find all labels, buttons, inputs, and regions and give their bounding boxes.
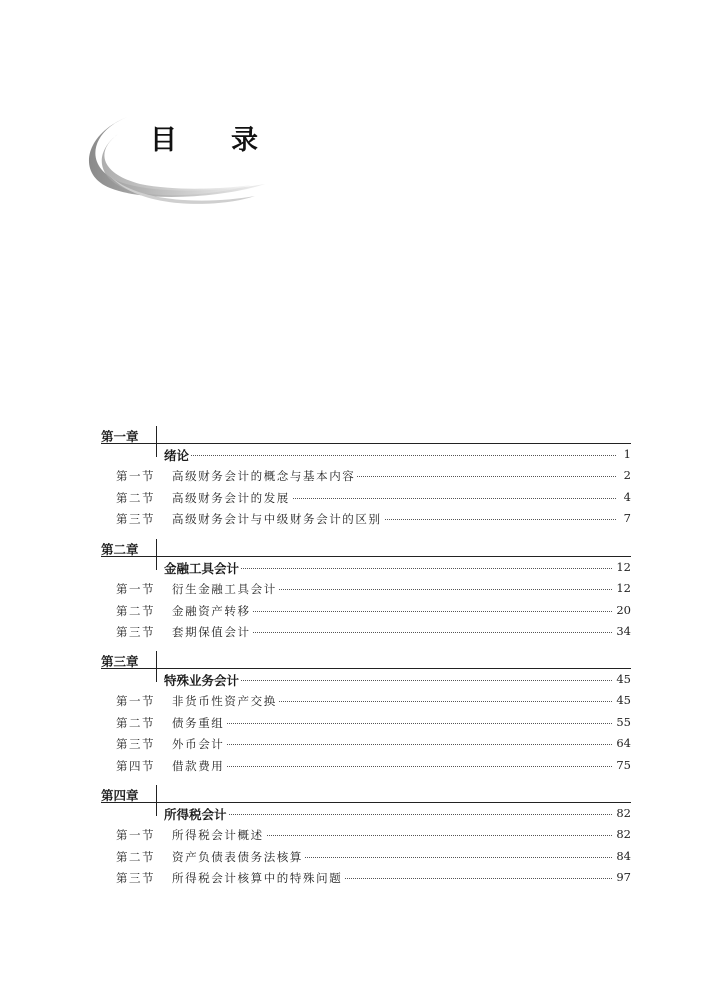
chapter-2 (101, 539, 631, 643)
page-number: 12 (613, 560, 631, 574)
chapter-label: 第四章 (101, 788, 139, 803)
section-label: 第二节 (116, 849, 155, 864)
section-title: 高级财务会计的发展 (172, 490, 290, 505)
page-number: 55 (613, 715, 631, 729)
chapter-title-row[interactable] (101, 557, 631, 576)
page-number: 45 (613, 693, 631, 707)
section-label: 第三节 (116, 512, 155, 526)
page-number: 45 (613, 672, 631, 686)
chapter-title-row[interactable] (101, 444, 631, 463)
section-title: 所得税会计概述 (172, 828, 264, 842)
page-number: 2 (621, 468, 631, 482)
chapter-1 (101, 426, 631, 530)
toc-entry[interactable] (101, 487, 631, 509)
page-number: 97 (613, 870, 631, 884)
leader-dots (197, 611, 616, 612)
page-number: 75 (613, 758, 631, 772)
page-number: 7 (621, 511, 631, 525)
leader-dots (197, 632, 616, 633)
section-title: 金融资产转移 (172, 603, 251, 618)
leader-dots (197, 744, 616, 745)
toc-entry[interactable] (101, 733, 631, 755)
chapter-label: 第三章 (101, 654, 139, 669)
section-title: 资产负债表债务法核算 (172, 849, 303, 864)
leader-dots (197, 723, 616, 724)
chapter-3 (101, 651, 631, 776)
page-number: 64 (613, 736, 631, 750)
chapter-title: 特殊业务会计 (164, 673, 240, 688)
toc-entry[interactable] (101, 867, 631, 889)
page-number: 34 (613, 624, 631, 638)
section-label: 第二节 (116, 603, 155, 618)
section-title: 套期保值会计 (172, 625, 251, 639)
toc-entry[interactable] (101, 578, 631, 600)
section-label: 第一节 (116, 828, 155, 842)
chapter-label: 第二章 (101, 542, 139, 557)
chapter-title: 金融工具会计 (164, 561, 240, 576)
toc-entry[interactable] (101, 846, 631, 868)
section-title: 外币会计 (172, 737, 225, 751)
section-title: 高级财务会计的概念与基本内容 (172, 469, 356, 483)
toc-entry[interactable] (101, 508, 631, 530)
toc-entry[interactable] (101, 755, 631, 777)
chapter-title: 所得税会计 (164, 807, 227, 822)
page-number: 82 (613, 806, 631, 820)
section-title: 借款费用 (172, 758, 225, 773)
toc-entry[interactable] (101, 824, 631, 846)
toc-entry[interactable] (101, 712, 631, 734)
title-char-lu: 录 (231, 125, 258, 156)
page-number: 82 (613, 827, 631, 841)
section-title: 高级财务会计与中级财务会计的区别 (172, 512, 382, 526)
page-number: 12 (613, 581, 631, 595)
title-char-mu: 目 (150, 125, 177, 156)
section-label: 第一节 (116, 582, 155, 596)
section-title: 非货币性资产交换 (172, 694, 277, 708)
chapter-4 (101, 785, 631, 889)
toc-entry[interactable] (101, 600, 631, 622)
section-label: 第二节 (116, 715, 155, 730)
section-label: 第二节 (116, 490, 155, 505)
toc-entry[interactable] (101, 690, 631, 712)
section-label: 第三节 (116, 625, 155, 639)
chapter-label: 第一章 (101, 429, 139, 444)
toc-entry[interactable] (101, 621, 631, 643)
page-number: 4 (621, 490, 631, 504)
section-label: 第一节 (116, 469, 155, 483)
leader-dots (164, 814, 616, 815)
page-number: 20 (613, 603, 631, 617)
chapter-title-row[interactable] (101, 803, 631, 822)
section-title: 所得税会计核算中的特殊问题 (172, 871, 343, 885)
section-label: 第三节 (116, 737, 155, 751)
leader-dots (197, 766, 616, 767)
section-label: 第一节 (116, 694, 155, 708)
section-label: 第三节 (116, 871, 155, 885)
section-title: 债务重组 (172, 715, 225, 730)
section-title: 衍生金融工具会计 (172, 582, 277, 596)
chapter-title-row[interactable] (101, 669, 631, 688)
section-label: 第四节 (116, 758, 155, 773)
chapter-title: 绪论 (164, 448, 190, 463)
toc-entry[interactable] (101, 465, 631, 487)
page-number: 84 (613, 849, 631, 863)
page-number: 1 (621, 447, 631, 461)
leader-dots (164, 455, 616, 456)
